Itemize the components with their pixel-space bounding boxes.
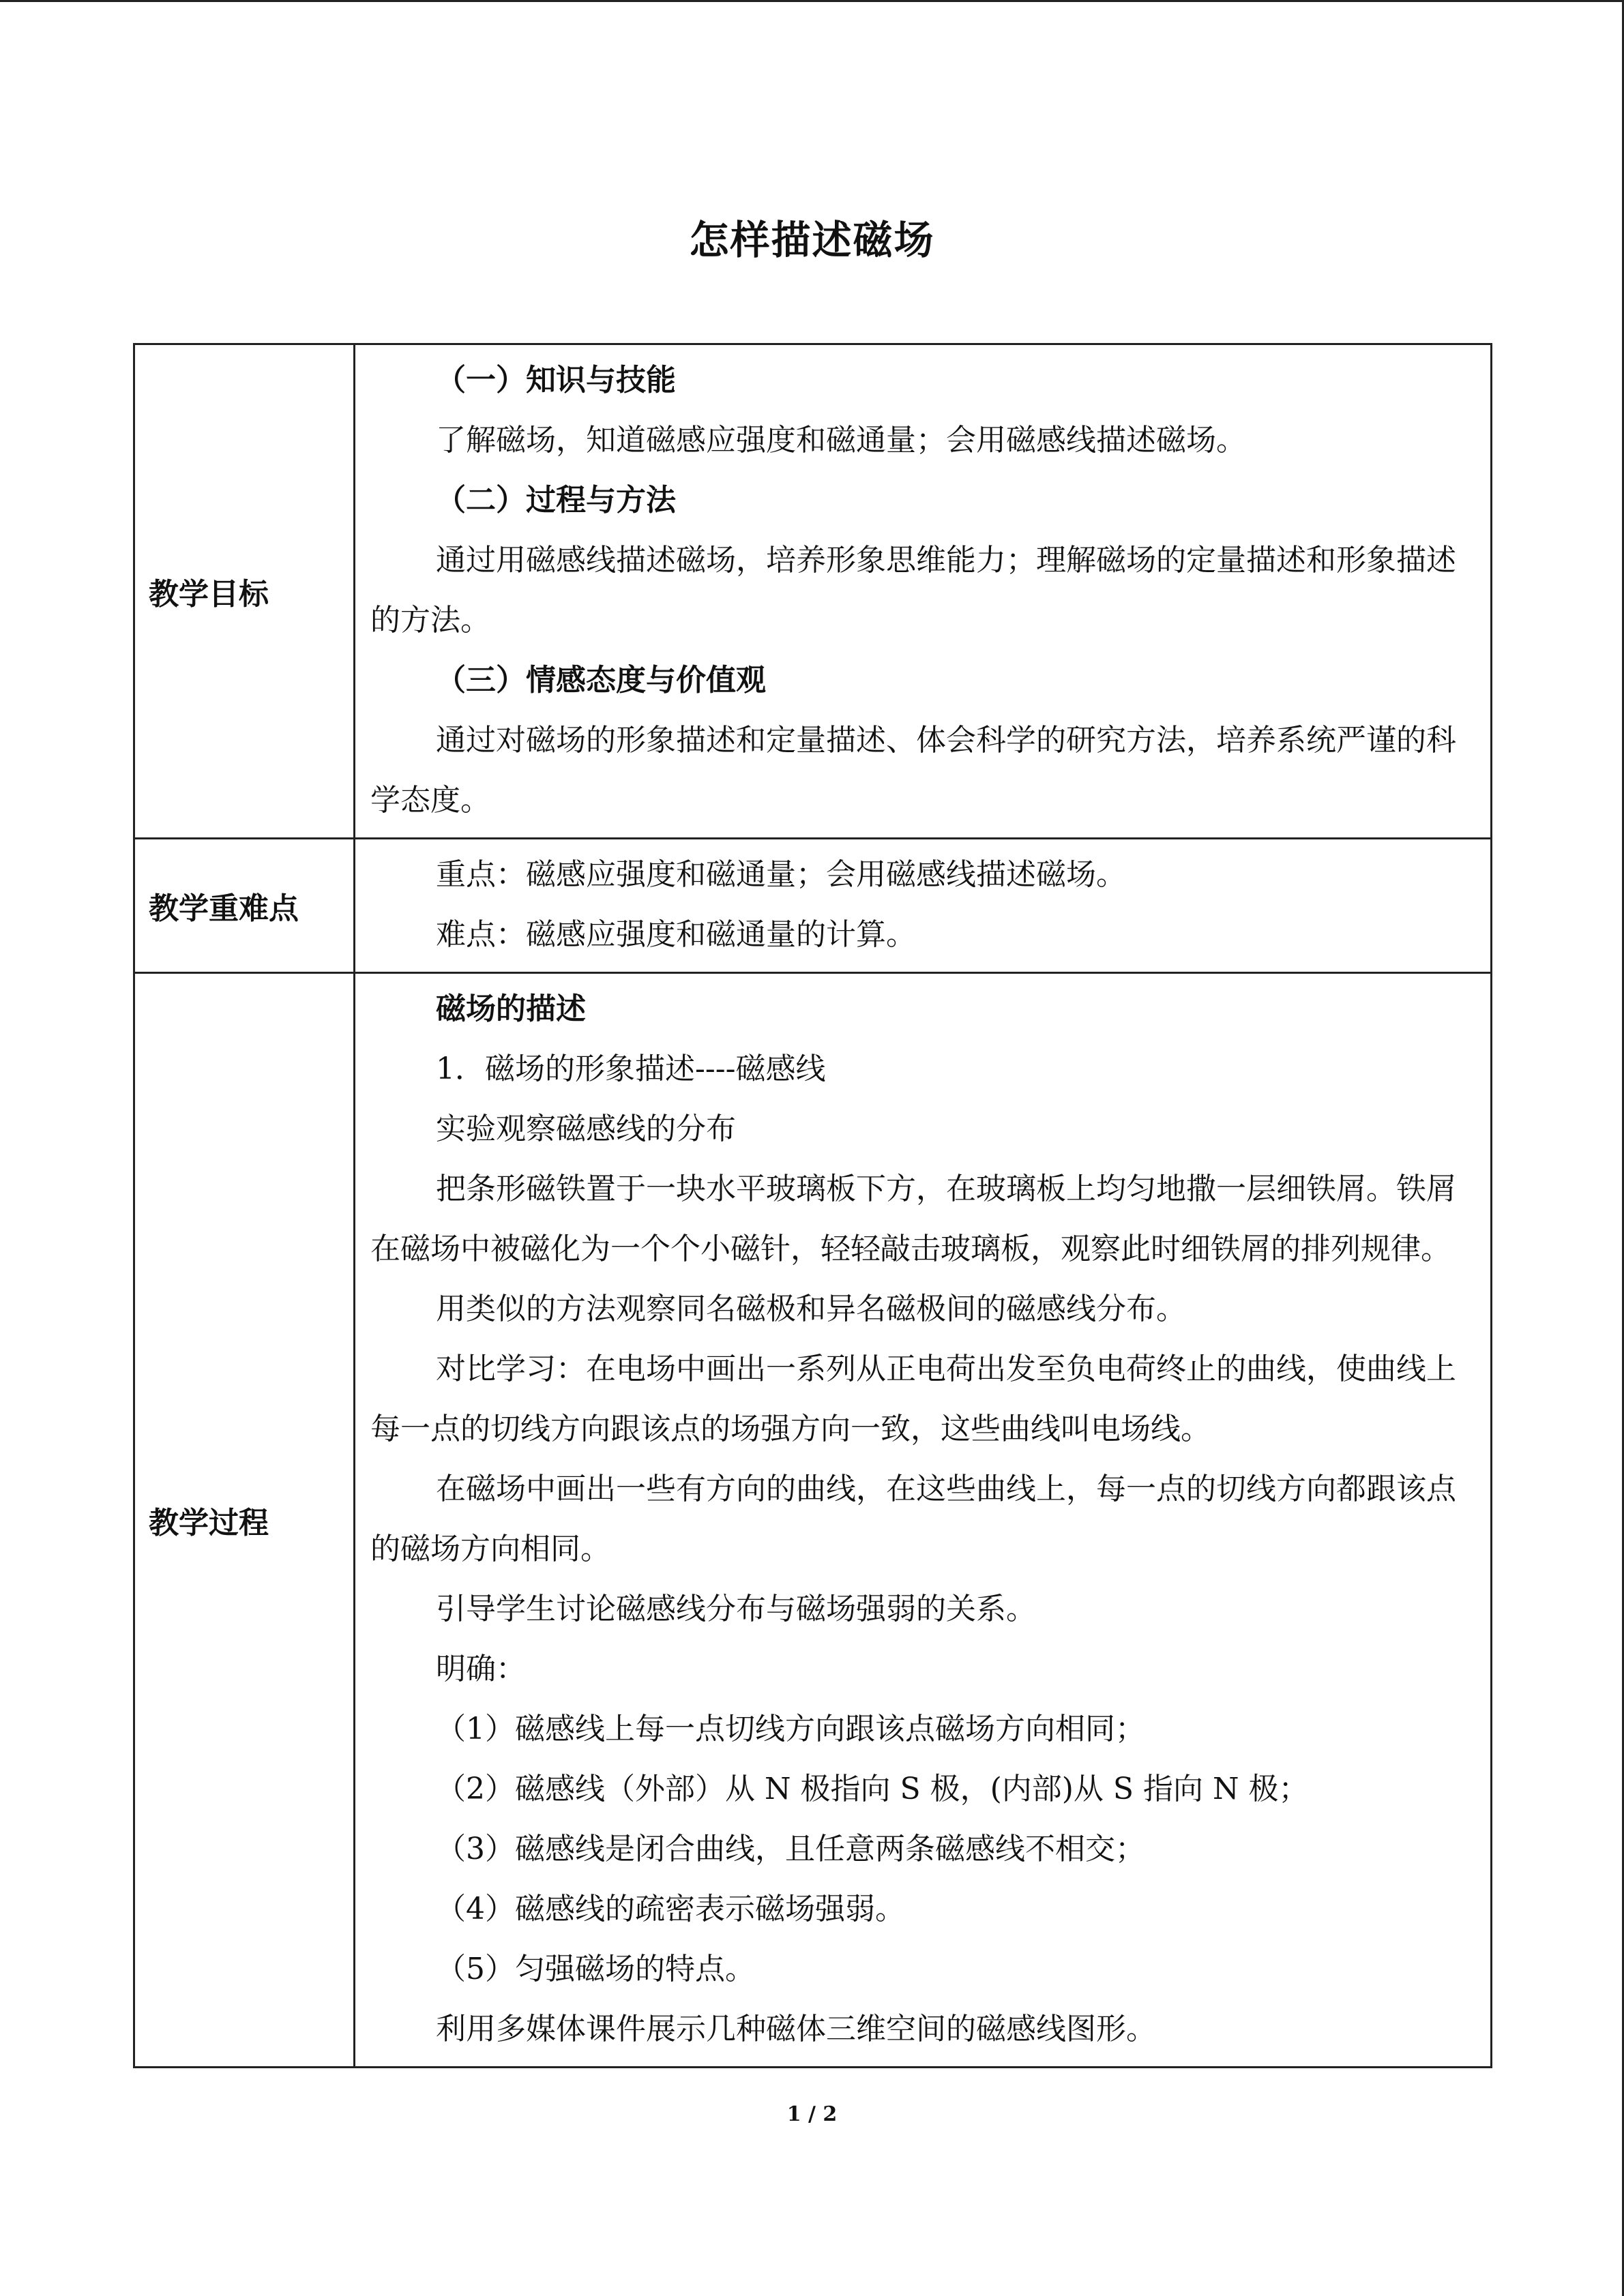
page-title: 怎样描述磁场 xyxy=(689,217,935,263)
paragraph: 用类似的方法观察同名磁极和异名磁极间的磁感线分布。 xyxy=(436,1292,1186,1326)
lesson-plan-table xyxy=(133,343,1492,2068)
paragraph: 明确： xyxy=(436,1652,526,1686)
row-content-key-points xyxy=(355,839,1492,973)
row-label-process: 教学过程 xyxy=(134,973,355,2068)
row-label-objectives: 教学目标 xyxy=(134,344,355,839)
paragraph: （1）磁感线上每一点切线方向跟该点磁场方向相同； xyxy=(436,1712,1145,1746)
paragraph: （5）匀强磁场的特点。 xyxy=(436,1952,755,1986)
table-row-objectives xyxy=(134,344,1492,839)
row-label-key-points: 教学重难点 xyxy=(134,839,355,973)
paragraph: 难点：磁感应强度和磁通量的计算。 xyxy=(436,917,916,952)
row-content-process xyxy=(355,973,1492,2068)
table-row-key-points xyxy=(134,839,1492,973)
paragraph: 利用多媒体课件展示几种磁体三维空间的磁感线图形。 xyxy=(436,2012,1156,2046)
paragraph: 通过对磁场的形象描述和定量描述、体会科学的研究方法，培养系统严谨的科学态度。 xyxy=(370,723,1456,818)
paragraph: （3）磁感线是闭合曲线，且任意两条磁感线不相交； xyxy=(436,1832,1145,1866)
paragraph: 把条形磁铁置于一块水平玻璃板下方，在玻璃板上均匀地撒一层细铁屑。铁屑在磁场中被磁化为一个个小磁针，轻轻敲击玻璃板，观察此时细铁屑的排列规律。 xyxy=(370,1172,1456,1266)
paragraph: （2）磁感线（外部）从 N 极指向 S 极，(内部)从 S 指向 N 极； xyxy=(436,1772,1309,1806)
paragraph: （三）情感态度与价值观 xyxy=(436,663,766,698)
paragraph: 在磁场中画出一些有方向的曲线，在这些曲线上，每一点的切线方向都跟该点的磁场方向相同。 xyxy=(370,1472,1456,1566)
page-number: 1 / 2 xyxy=(786,2102,838,2126)
page-top-rule xyxy=(0,0,1624,2)
paragraph: 重点：磁感应强度和磁通量；会用磁感线描述磁场。 xyxy=(436,857,1126,892)
paragraph: （4）磁感线的疏密表示磁场强弱。 xyxy=(436,1892,905,1926)
row-content-objectives xyxy=(355,344,1492,839)
table-row-process xyxy=(134,973,1492,2068)
paragraph: 磁场的描述 xyxy=(436,992,586,1026)
paragraph: 了解磁场，知道磁感应强度和磁通量；会用磁感线描述磁场。 xyxy=(436,423,1246,458)
paragraph: （二）过程与方法 xyxy=(436,483,676,518)
paragraph: 1．磁场的形象描述----磁感线 xyxy=(436,1052,826,1086)
paragraph: 引导学生讨论磁感线分布与磁场强弱的关系。 xyxy=(436,1592,1036,1626)
paragraph: 实验观察磁感线的分布 xyxy=(436,1112,736,1146)
paragraph: （一）知识与技能 xyxy=(436,363,676,398)
paragraph: 对比学习：在电场中画出一系列从正电荷出发至负电荷终止的曲线，使曲线上每一点的切线方向跟该点的场强方向一致，这些曲线叫电场线。 xyxy=(370,1352,1456,1446)
paragraph: 通过用磁感线描述磁场，培养形象思维能力；理解磁场的定量描述和形象描述的方法。 xyxy=(370,543,1456,638)
